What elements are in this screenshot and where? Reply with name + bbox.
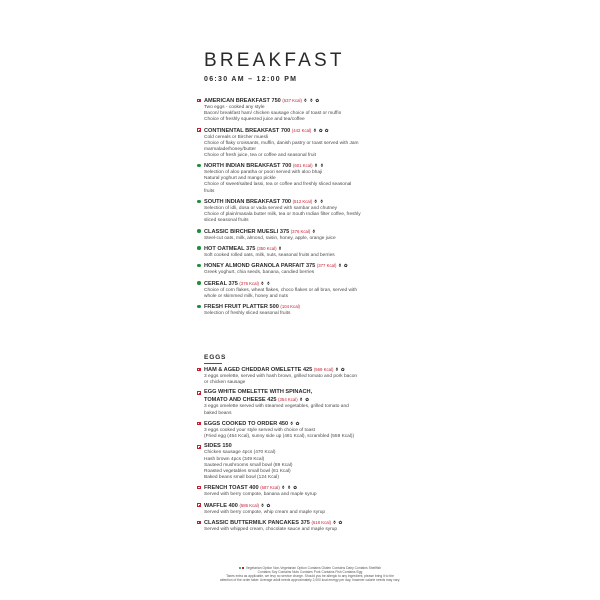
menu-item (197, 262, 407, 276)
item-heading (204, 97, 407, 105)
item-kcal: (586 Kcal) (239, 502, 260, 508)
item-description: fruits (204, 188, 215, 194)
nonveg-marker-icon (197, 99, 201, 103)
item-description: or chicken sausage (204, 380, 246, 386)
item-description: Selection of freshly sliced seasonal fruits (204, 311, 291, 317)
item-name: HAM & AGED CHEDDAR OMELETTE (204, 367, 302, 373)
item-heading (204, 366, 407, 374)
disclaimer-line-1: Taxes extra as applicable, we levy no service charge. Should you be allergic to any ingredient, please bring it to the (226, 574, 394, 579)
nonveg-marker-icon (197, 422, 201, 426)
item-name: NORTH INDIAN BREAKFAST (204, 163, 281, 170)
menu-item (197, 502, 407, 516)
item-name: FRENCH TOAST (204, 485, 248, 492)
item-name: AMERICAN BREAKFAST (204, 98, 270, 104)
veg-marker-icon (197, 264, 201, 268)
item-kcal: (512 Kcal) (292, 198, 313, 204)
dietary-icons: ⚱ ⚱ ✿ (281, 485, 298, 491)
item-price: 425 (302, 367, 313, 373)
item-description: 3 eggs omelette served with steamed vegetables, grilled tomato and (204, 404, 349, 410)
item-price: 375 (246, 245, 256, 252)
menu-footer (204, 566, 416, 582)
item-description: Choice of corn flakes, wheat flakes, choco flakes or all bran, served with (204, 287, 358, 293)
dietary-icons: ⚱ ✿ (299, 397, 310, 403)
veg-marker-icon (197, 200, 201, 204)
menu-item (197, 198, 407, 224)
item-name: FRESH FRUIT PLATTER (204, 304, 268, 311)
item-description: Served with berry compote, whip cream and maple syrup (204, 509, 326, 515)
dietary-icons: ⚱ ⚱ (313, 198, 324, 204)
item-kcal: (618 Kcal) (311, 520, 332, 525)
menu-item (197, 228, 407, 242)
veg-marker-icon (197, 281, 201, 285)
item-heading (204, 280, 407, 288)
page-title: BREAKFAST (204, 50, 345, 71)
item-name: EGG WHITE OMELETTE WITH SPINACH, (204, 389, 313, 396)
item-kcal: (637 Kcal) (282, 98, 302, 103)
item-kcal: (376 Kcal) (290, 228, 311, 234)
item-kcal: (354 Kcal) (278, 397, 298, 403)
item-name: CLASSIC BUTTERMILK PANCAKES (204, 520, 299, 526)
item-price: 375 (305, 263, 316, 270)
item-price: 700 (281, 198, 292, 205)
legend-line-2: Contains Soy Contains Nuts Contains Pork Contains Fish Contains Egg (257, 570, 363, 575)
item-price: 700 (282, 163, 292, 170)
item-name: CLASSIC BIRCHER MUESLI (204, 228, 279, 235)
item-heading (204, 228, 407, 236)
item-description: whole or skimmed milk, honey and nuts (204, 293, 288, 299)
menu-item (197, 127, 407, 159)
nonveg-marker-icon (197, 503, 201, 507)
item-heading (204, 198, 407, 206)
item-description: (Fried egg (454 Kcal), sunny side up (481 Kcal), scrambled (559 Kcal)) (204, 434, 355, 440)
item-price: 400 (228, 502, 238, 509)
item-description: sliced seasonal fruits (204, 218, 249, 224)
item-kcal: (687 Kcal) (260, 485, 280, 491)
item-heading (204, 420, 407, 428)
dietary-icons: ⚱ ⚱ ✿ (303, 98, 320, 103)
menu-item (197, 303, 407, 317)
item-description: Soft cooked rolled oats, milk, nuts, seasonal fruits and berries (204, 252, 335, 258)
dietary-icons: ⚱ ✿ (335, 367, 346, 372)
item-description: Choice of flaky croissants, muffin, danish pastry or toast served with Jam (204, 140, 359, 146)
menu-item (197, 245, 407, 259)
item-name-cont: TOMATO AND CHEESE (204, 397, 266, 404)
item-description: Sauteed mushrooms small bowl (89 Kcal) (204, 462, 293, 468)
menu-item (197, 519, 407, 533)
menu-item (197, 420, 407, 440)
menu-item (197, 280, 407, 300)
item-heading (204, 303, 407, 311)
item-description: Greek yoghurt, chia seeds, banana, candied berries (204, 270, 315, 276)
item-description: Roasted vegetables small bowl (81 Kcal) (204, 468, 291, 474)
item-description: Selection of aloo paratha or poori served with aloo bhaji (204, 170, 323, 176)
service-hours: 06:30 AM – 12:00 PM (204, 76, 298, 83)
menu-item (197, 162, 407, 194)
section-underline (204, 363, 222, 364)
item-description: Steel-cut oats, milk, almond, raisin, honey, apple, orange juice (204, 235, 336, 241)
item-description: Choice of sweet/salted lassi, tea or coffee and freshly sliced seasonal (204, 182, 352, 188)
item-price: 425 (267, 397, 277, 404)
item-kcal: (377 Kcal) (316, 263, 337, 269)
item-heading (204, 245, 407, 253)
veg-marker-icon (197, 229, 201, 233)
nonveg-marker-icon (197, 128, 201, 132)
item-name: CEREAL (204, 280, 227, 287)
item-description: Natural yoghurt and mango pickle (204, 176, 276, 182)
item-description: baked beans (204, 410, 232, 416)
item-heading (204, 502, 407, 510)
nonveg-marker-icon (197, 486, 201, 490)
breakfast-list (197, 97, 407, 321)
item-description: Served with whipped cream, chocolate sauce and maple syrup (204, 527, 338, 532)
nonveg-marker-icon (197, 391, 201, 395)
eggs-section-header (204, 354, 227, 361)
dietary-icons: ⚱ ✿ ✿ (312, 127, 330, 133)
section-title: EGGS (204, 354, 227, 361)
item-kcal: (104 Kcal) (280, 304, 300, 310)
item-description: Served with berry compote, banana and maple syrup (204, 492, 317, 498)
item-heading (204, 389, 407, 404)
item-kcal: (350 Kcal) (256, 245, 277, 251)
menu-item (197, 484, 407, 498)
item-description: Choice of plain/masala butter milk, tea or South Indian filter coffee, freshly (204, 212, 361, 218)
dietary-icons: ⚱ ✿ (338, 263, 349, 269)
dietary-icons: ⚱ (278, 245, 283, 251)
item-price: 375 (300, 520, 310, 526)
item-kcal: (569 Kcal) (313, 367, 334, 372)
menu-item (197, 389, 407, 416)
item-kcal: (442 Kcal) (291, 127, 312, 133)
disclaimer-line-2: attention of the order taker. Average adult needs approximately 2,000 kcal energy per day, however calorie needs may vary. (219, 578, 401, 583)
item-description: Cold cereals or Bircher muesli (204, 134, 268, 140)
nonveg-marker-icon (197, 368, 201, 372)
veg-marker-icon (197, 246, 201, 250)
item-name: HONEY ALMOND GRANOLA PARFAIT (204, 263, 305, 270)
menu-item (197, 443, 407, 480)
item-price: 375 (279, 228, 290, 235)
dietary-icons: ⚱ ✿ (260, 502, 271, 508)
item-description: 3 eggs omelette, served with hash brown, grilled tomato and pork bacon (204, 374, 358, 379)
item-price: 450 (278, 420, 289, 427)
item-name: SOUTH INDIAN BREAKFAST (204, 198, 281, 205)
dietary-icons: ⚱ ⚱ (314, 163, 325, 169)
item-price: 700 (280, 127, 291, 134)
item-price: 150 (222, 443, 232, 450)
item-name: CONTINENTAL BREAKFAST (204, 127, 280, 134)
item-description: Choice of fresh juice, tea or coffee and seasonal fruit (204, 152, 316, 158)
nonveg-icon (242, 567, 244, 569)
item-kcal: (601 Kcal) (292, 163, 313, 169)
veg-marker-icon (197, 164, 201, 168)
item-description: 3 eggs cooked your style served with choice of toast (204, 427, 315, 433)
item-description: Hash brown 4pcs (349 Kcal) (204, 456, 265, 462)
nonveg-marker-icon (197, 521, 201, 525)
item-price: 400 (249, 485, 259, 492)
item-name: WAFFLE (204, 502, 227, 509)
item-name: EGGS COOKED TO ORDER (204, 420, 278, 427)
item-description: Choice of freshly squeezed juice and tea/coffee (204, 117, 305, 123)
item-description: Bacon/ breakfast ham/ chicken sausage choice of toast or muffin (204, 111, 342, 117)
item-kcal: (376 Kcal) (239, 280, 259, 286)
dietary-icons: ⚱ ✿ (289, 420, 300, 426)
item-name: SIDES (204, 443, 221, 450)
item-description: Two eggs - cooked any style (204, 105, 265, 110)
item-heading (204, 519, 407, 527)
dietary-icons: ⚱ ✿ (332, 520, 343, 525)
item-description: Chicken sausage 4pcs (470 Kcal) (204, 450, 276, 456)
item-name: HOT OATMEAL (204, 245, 245, 252)
nonveg-marker-icon (197, 445, 201, 449)
dietary-icons: ⚱ ⚱ (260, 280, 271, 286)
veg-marker-icon (197, 305, 201, 309)
eggs-list (197, 366, 407, 536)
menu-item (197, 366, 407, 386)
item-price: 500 (269, 304, 279, 311)
item-description: marmalade/honey/butter (204, 146, 256, 152)
item-price: 750 (271, 98, 281, 104)
item-price: 375 (228, 280, 238, 287)
item-description: Selection of idli, dosa or vada served with sambar and chutney (204, 205, 338, 211)
dietary-icons: ⚱ (311, 228, 317, 234)
legend-line-1: Vegetarian Option Non-Vegetarian Option Contains Gluten Contains Dairy Contains Shellfish (245, 566, 382, 570)
item-heading (204, 127, 407, 135)
menu-item (197, 97, 407, 123)
item-description: Baked beans small bowl (124 Kcal) (204, 474, 279, 480)
